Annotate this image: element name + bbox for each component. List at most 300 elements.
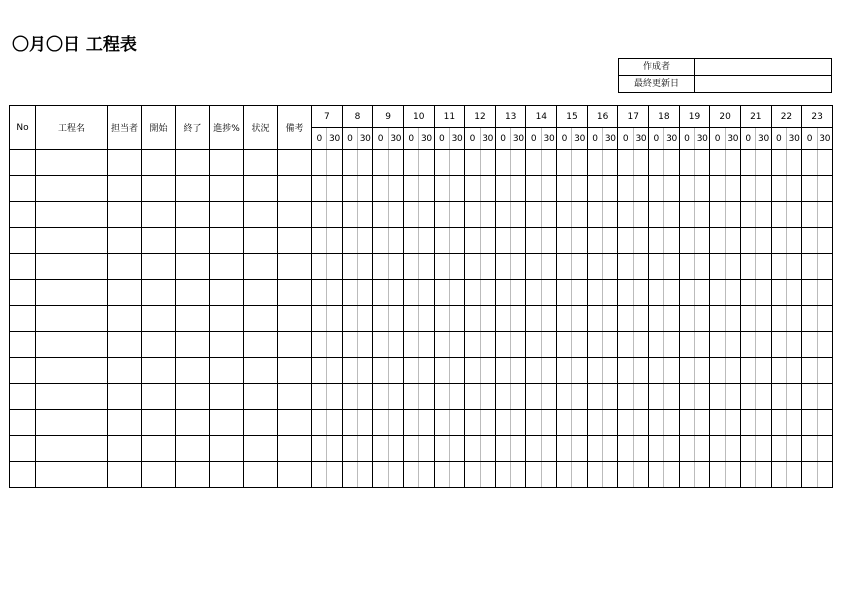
cell-no[interactable] <box>10 280 36 306</box>
time-slot-cell[interactable] <box>633 358 648 384</box>
time-slot-cell[interactable] <box>725 306 740 332</box>
cell-process[interactable] <box>36 410 108 436</box>
time-slot-cell[interactable] <box>740 462 755 488</box>
time-slot-cell[interactable] <box>679 150 694 176</box>
time-slot-cell[interactable] <box>633 280 648 306</box>
time-slot-cell[interactable] <box>633 202 648 228</box>
cell-start[interactable] <box>142 410 176 436</box>
cell-start[interactable] <box>142 306 176 332</box>
time-slot-cell[interactable] <box>740 202 755 228</box>
time-slot-cell[interactable] <box>419 462 434 488</box>
time-slot-cell[interactable] <box>403 228 418 254</box>
cell-process[interactable] <box>36 202 108 228</box>
time-slot-cell[interactable] <box>572 280 587 306</box>
time-slot-cell[interactable] <box>357 202 372 228</box>
time-slot-cell[interactable] <box>725 462 740 488</box>
time-slot-cell[interactable] <box>710 436 725 462</box>
time-slot-cell[interactable] <box>786 436 801 462</box>
time-slot-cell[interactable] <box>664 358 679 384</box>
time-slot-cell[interactable] <box>480 306 495 332</box>
time-slot-cell[interactable] <box>419 332 434 358</box>
time-slot-cell[interactable] <box>725 410 740 436</box>
time-slot-cell[interactable] <box>495 410 510 436</box>
time-slot-cell[interactable] <box>679 280 694 306</box>
time-slot-cell[interactable] <box>725 280 740 306</box>
time-slot-cell[interactable] <box>649 280 664 306</box>
time-slot-cell[interactable] <box>756 254 771 280</box>
time-slot-cell[interactable] <box>587 176 602 202</box>
time-slot-cell[interactable] <box>756 436 771 462</box>
time-slot-cell[interactable] <box>603 384 618 410</box>
cell-owner[interactable] <box>108 228 142 254</box>
time-slot-cell[interactable] <box>587 150 602 176</box>
time-slot-cell[interactable] <box>587 280 602 306</box>
time-slot-cell[interactable] <box>449 410 464 436</box>
cell-progress[interactable] <box>210 254 244 280</box>
time-slot-cell[interactable] <box>603 306 618 332</box>
time-slot-cell[interactable] <box>679 384 694 410</box>
time-slot-cell[interactable] <box>802 410 817 436</box>
time-slot-cell[interactable] <box>756 332 771 358</box>
time-slot-cell[interactable] <box>587 410 602 436</box>
time-slot-cell[interactable] <box>603 202 618 228</box>
time-slot-cell[interactable] <box>434 306 449 332</box>
time-slot-cell[interactable] <box>373 228 388 254</box>
cell-end[interactable] <box>176 384 210 410</box>
time-slot-cell[interactable] <box>786 150 801 176</box>
time-slot-cell[interactable] <box>572 332 587 358</box>
time-slot-cell[interactable] <box>679 332 694 358</box>
time-slot-cell[interactable] <box>465 384 480 410</box>
time-slot-cell[interactable] <box>817 384 832 410</box>
time-slot-cell[interactable] <box>633 150 648 176</box>
time-slot-cell[interactable] <box>480 332 495 358</box>
time-slot-cell[interactable] <box>572 384 587 410</box>
cell-process[interactable] <box>36 228 108 254</box>
time-slot-cell[interactable] <box>587 228 602 254</box>
cell-progress[interactable] <box>210 332 244 358</box>
time-slot-cell[interactable] <box>327 176 342 202</box>
time-slot-cell[interactable] <box>449 462 464 488</box>
time-slot-cell[interactable] <box>817 410 832 436</box>
time-slot-cell[interactable] <box>465 332 480 358</box>
time-slot-cell[interactable] <box>480 202 495 228</box>
time-slot-cell[interactable] <box>480 228 495 254</box>
time-slot-cell[interactable] <box>618 280 633 306</box>
time-slot-cell[interactable] <box>802 280 817 306</box>
cell-owner[interactable] <box>108 410 142 436</box>
cell-status[interactable] <box>244 228 278 254</box>
cell-start[interactable] <box>142 384 176 410</box>
time-slot-cell[interactable] <box>511 436 526 462</box>
time-slot-cell[interactable] <box>541 254 556 280</box>
cell-status[interactable] <box>244 202 278 228</box>
time-slot-cell[interactable] <box>618 306 633 332</box>
time-slot-cell[interactable] <box>572 150 587 176</box>
time-slot-cell[interactable] <box>449 254 464 280</box>
time-slot-cell[interactable] <box>618 436 633 462</box>
time-slot-cell[interactable] <box>633 254 648 280</box>
time-slot-cell[interactable] <box>649 254 664 280</box>
time-slot-cell[interactable] <box>664 202 679 228</box>
time-slot-cell[interactable] <box>557 254 572 280</box>
time-slot-cell[interactable] <box>740 150 755 176</box>
time-slot-cell[interactable] <box>465 306 480 332</box>
cell-start[interactable] <box>142 176 176 202</box>
time-slot-cell[interactable] <box>495 358 510 384</box>
time-slot-cell[interactable] <box>388 150 403 176</box>
time-slot-cell[interactable] <box>403 280 418 306</box>
time-slot-cell[interactable] <box>649 228 664 254</box>
time-slot-cell[interactable] <box>695 384 710 410</box>
time-slot-cell[interactable] <box>664 410 679 436</box>
cell-status[interactable] <box>244 358 278 384</box>
time-slot-cell[interactable] <box>403 410 418 436</box>
time-slot-cell[interactable] <box>541 202 556 228</box>
time-slot-cell[interactable] <box>373 150 388 176</box>
cell-end[interactable] <box>176 410 210 436</box>
time-slot-cell[interactable] <box>419 280 434 306</box>
time-slot-cell[interactable] <box>817 462 832 488</box>
time-slot-cell[interactable] <box>357 150 372 176</box>
time-slot-cell[interactable] <box>541 436 556 462</box>
time-slot-cell[interactable] <box>388 332 403 358</box>
time-slot-cell[interactable] <box>434 410 449 436</box>
time-slot-cell[interactable] <box>495 436 510 462</box>
cell-process[interactable] <box>36 280 108 306</box>
time-slot-cell[interactable] <box>817 332 832 358</box>
time-slot-cell[interactable] <box>312 150 327 176</box>
time-slot-cell[interactable] <box>312 228 327 254</box>
time-slot-cell[interactable] <box>756 280 771 306</box>
time-slot-cell[interactable] <box>756 202 771 228</box>
time-slot-cell[interactable] <box>649 358 664 384</box>
time-slot-cell[interactable] <box>786 332 801 358</box>
time-slot-cell[interactable] <box>449 306 464 332</box>
time-slot-cell[interactable] <box>312 462 327 488</box>
time-slot-cell[interactable] <box>786 306 801 332</box>
cell-no[interactable] <box>10 462 36 488</box>
time-slot-cell[interactable] <box>465 150 480 176</box>
time-slot-cell[interactable] <box>725 176 740 202</box>
time-slot-cell[interactable] <box>679 176 694 202</box>
time-slot-cell[interactable] <box>802 254 817 280</box>
time-slot-cell[interactable] <box>771 228 786 254</box>
time-slot-cell[interactable] <box>725 384 740 410</box>
time-slot-cell[interactable] <box>633 176 648 202</box>
cell-no[interactable] <box>10 436 36 462</box>
time-slot-cell[interactable] <box>817 150 832 176</box>
time-slot-cell[interactable] <box>695 306 710 332</box>
time-slot-cell[interactable] <box>327 384 342 410</box>
time-slot-cell[interactable] <box>756 228 771 254</box>
cell-owner[interactable] <box>108 254 142 280</box>
cell-process[interactable] <box>36 358 108 384</box>
author-field[interactable] <box>695 59 832 76</box>
time-slot-cell[interactable] <box>740 384 755 410</box>
time-slot-cell[interactable] <box>342 228 357 254</box>
time-slot-cell[interactable] <box>618 202 633 228</box>
cell-start[interactable] <box>142 254 176 280</box>
time-slot-cell[interactable] <box>771 176 786 202</box>
time-slot-cell[interactable] <box>771 280 786 306</box>
time-slot-cell[interactable] <box>740 228 755 254</box>
cell-progress[interactable] <box>210 306 244 332</box>
time-slot-cell[interactable] <box>449 332 464 358</box>
time-slot-cell[interactable] <box>480 254 495 280</box>
cell-note[interactable] <box>278 280 312 306</box>
time-slot-cell[interactable] <box>802 176 817 202</box>
time-slot-cell[interactable] <box>710 176 725 202</box>
time-slot-cell[interactable] <box>511 410 526 436</box>
time-slot-cell[interactable] <box>649 436 664 462</box>
time-slot-cell[interactable] <box>419 254 434 280</box>
time-slot-cell[interactable] <box>572 436 587 462</box>
cell-progress[interactable] <box>210 228 244 254</box>
time-slot-cell[interactable] <box>557 358 572 384</box>
time-slot-cell[interactable] <box>603 436 618 462</box>
time-slot-cell[interactable] <box>710 358 725 384</box>
time-slot-cell[interactable] <box>710 332 725 358</box>
time-slot-cell[interactable] <box>388 228 403 254</box>
cell-progress[interactable] <box>210 384 244 410</box>
time-slot-cell[interactable] <box>541 462 556 488</box>
time-slot-cell[interactable] <box>603 254 618 280</box>
time-slot-cell[interactable] <box>618 176 633 202</box>
time-slot-cell[interactable] <box>342 280 357 306</box>
time-slot-cell[interactable] <box>679 228 694 254</box>
time-slot-cell[interactable] <box>817 176 832 202</box>
time-slot-cell[interactable] <box>664 280 679 306</box>
cell-note[interactable] <box>278 228 312 254</box>
time-slot-cell[interactable] <box>557 176 572 202</box>
time-slot-cell[interactable] <box>786 202 801 228</box>
time-slot-cell[interactable] <box>649 202 664 228</box>
time-slot-cell[interactable] <box>357 384 372 410</box>
time-slot-cell[interactable] <box>695 332 710 358</box>
time-slot-cell[interactable] <box>388 358 403 384</box>
time-slot-cell[interactable] <box>603 176 618 202</box>
cell-progress[interactable] <box>210 358 244 384</box>
time-slot-cell[interactable] <box>541 306 556 332</box>
time-slot-cell[interactable] <box>771 436 786 462</box>
time-slot-cell[interactable] <box>373 462 388 488</box>
time-slot-cell[interactable] <box>373 384 388 410</box>
time-slot-cell[interactable] <box>633 306 648 332</box>
time-slot-cell[interactable] <box>802 358 817 384</box>
time-slot-cell[interactable] <box>664 306 679 332</box>
time-slot-cell[interactable] <box>786 410 801 436</box>
time-slot-cell[interactable] <box>403 176 418 202</box>
time-slot-cell[interactable] <box>802 384 817 410</box>
time-slot-cell[interactable] <box>357 254 372 280</box>
time-slot-cell[interactable] <box>526 358 541 384</box>
time-slot-cell[interactable] <box>557 436 572 462</box>
time-slot-cell[interactable] <box>710 410 725 436</box>
time-slot-cell[interactable] <box>817 228 832 254</box>
time-slot-cell[interactable] <box>388 436 403 462</box>
time-slot-cell[interactable] <box>357 436 372 462</box>
time-slot-cell[interactable] <box>449 202 464 228</box>
time-slot-cell[interactable] <box>618 384 633 410</box>
time-slot-cell[interactable] <box>342 332 357 358</box>
time-slot-cell[interactable] <box>327 306 342 332</box>
time-slot-cell[interactable] <box>603 358 618 384</box>
time-slot-cell[interactable] <box>771 306 786 332</box>
time-slot-cell[interactable] <box>740 176 755 202</box>
time-slot-cell[interactable] <box>511 462 526 488</box>
time-slot-cell[interactable] <box>403 202 418 228</box>
time-slot-cell[interactable] <box>526 202 541 228</box>
time-slot-cell[interactable] <box>618 410 633 436</box>
time-slot-cell[interactable] <box>587 306 602 332</box>
time-slot-cell[interactable] <box>557 462 572 488</box>
cell-note[interactable] <box>278 358 312 384</box>
time-slot-cell[interactable] <box>740 358 755 384</box>
time-slot-cell[interactable] <box>572 176 587 202</box>
time-slot-cell[interactable] <box>710 228 725 254</box>
time-slot-cell[interactable] <box>710 280 725 306</box>
time-slot-cell[interactable] <box>695 228 710 254</box>
time-slot-cell[interactable] <box>495 384 510 410</box>
time-slot-cell[interactable] <box>618 228 633 254</box>
cell-note[interactable] <box>278 176 312 202</box>
cell-no[interactable] <box>10 254 36 280</box>
time-slot-cell[interactable] <box>679 462 694 488</box>
time-slot-cell[interactable] <box>373 358 388 384</box>
cell-process[interactable] <box>36 176 108 202</box>
time-slot-cell[interactable] <box>495 176 510 202</box>
cell-status[interactable] <box>244 436 278 462</box>
time-slot-cell[interactable] <box>526 228 541 254</box>
cell-note[interactable] <box>278 332 312 358</box>
cell-progress[interactable] <box>210 436 244 462</box>
cell-process[interactable] <box>36 150 108 176</box>
time-slot-cell[interactable] <box>725 150 740 176</box>
time-slot-cell[interactable] <box>357 358 372 384</box>
time-slot-cell[interactable] <box>373 280 388 306</box>
time-slot-cell[interactable] <box>695 462 710 488</box>
time-slot-cell[interactable] <box>526 176 541 202</box>
time-slot-cell[interactable] <box>633 332 648 358</box>
cell-owner[interactable] <box>108 384 142 410</box>
cell-owner[interactable] <box>108 306 142 332</box>
cell-no[interactable] <box>10 410 36 436</box>
time-slot-cell[interactable] <box>817 254 832 280</box>
time-slot-cell[interactable] <box>480 358 495 384</box>
time-slot-cell[interactable] <box>312 332 327 358</box>
cell-status[interactable] <box>244 332 278 358</box>
time-slot-cell[interactable] <box>465 228 480 254</box>
cell-progress[interactable] <box>210 280 244 306</box>
cell-status[interactable] <box>244 254 278 280</box>
time-slot-cell[interactable] <box>465 410 480 436</box>
time-slot-cell[interactable] <box>572 254 587 280</box>
time-slot-cell[interactable] <box>710 254 725 280</box>
time-slot-cell[interactable] <box>541 358 556 384</box>
cell-end[interactable] <box>176 332 210 358</box>
time-slot-cell[interactable] <box>465 254 480 280</box>
time-slot-cell[interactable] <box>771 410 786 436</box>
cell-owner[interactable] <box>108 436 142 462</box>
cell-start[interactable] <box>142 436 176 462</box>
time-slot-cell[interactable] <box>603 150 618 176</box>
time-slot-cell[interactable] <box>312 358 327 384</box>
time-slot-cell[interactable] <box>327 202 342 228</box>
time-slot-cell[interactable] <box>312 436 327 462</box>
time-slot-cell[interactable] <box>342 176 357 202</box>
cell-status[interactable] <box>244 410 278 436</box>
time-slot-cell[interactable] <box>679 358 694 384</box>
time-slot-cell[interactable] <box>664 228 679 254</box>
time-slot-cell[interactable] <box>526 462 541 488</box>
time-slot-cell[interactable] <box>572 228 587 254</box>
time-slot-cell[interactable] <box>327 254 342 280</box>
time-slot-cell[interactable] <box>495 202 510 228</box>
time-slot-cell[interactable] <box>618 332 633 358</box>
time-slot-cell[interactable] <box>695 410 710 436</box>
time-slot-cell[interactable] <box>327 462 342 488</box>
cell-end[interactable] <box>176 280 210 306</box>
cell-no[interactable] <box>10 358 36 384</box>
cell-progress[interactable] <box>210 410 244 436</box>
cell-no[interactable] <box>10 150 36 176</box>
time-slot-cell[interactable] <box>373 306 388 332</box>
time-slot-cell[interactable] <box>649 410 664 436</box>
time-slot-cell[interactable] <box>587 462 602 488</box>
time-slot-cell[interactable] <box>664 462 679 488</box>
time-slot-cell[interactable] <box>771 462 786 488</box>
time-slot-cell[interactable] <box>557 280 572 306</box>
time-slot-cell[interactable] <box>633 462 648 488</box>
time-slot-cell[interactable] <box>526 280 541 306</box>
time-slot-cell[interactable] <box>603 332 618 358</box>
time-slot-cell[interactable] <box>817 306 832 332</box>
time-slot-cell[interactable] <box>557 384 572 410</box>
time-slot-cell[interactable] <box>388 410 403 436</box>
time-slot-cell[interactable] <box>649 462 664 488</box>
time-slot-cell[interactable] <box>480 462 495 488</box>
time-slot-cell[interactable] <box>771 332 786 358</box>
time-slot-cell[interactable] <box>449 150 464 176</box>
cell-no[interactable] <box>10 384 36 410</box>
time-slot-cell[interactable] <box>403 384 418 410</box>
cell-no[interactable] <box>10 202 36 228</box>
time-slot-cell[interactable] <box>449 436 464 462</box>
time-slot-cell[interactable] <box>740 254 755 280</box>
time-slot-cell[interactable] <box>434 436 449 462</box>
cell-start[interactable] <box>142 358 176 384</box>
cell-note[interactable] <box>278 384 312 410</box>
time-slot-cell[interactable] <box>449 384 464 410</box>
time-slot-cell[interactable] <box>434 462 449 488</box>
time-slot-cell[interactable] <box>465 280 480 306</box>
time-slot-cell[interactable] <box>388 202 403 228</box>
time-slot-cell[interactable] <box>740 280 755 306</box>
time-slot-cell[interactable] <box>388 306 403 332</box>
time-slot-cell[interactable] <box>572 410 587 436</box>
time-slot-cell[interactable] <box>817 358 832 384</box>
time-slot-cell[interactable] <box>603 462 618 488</box>
time-slot-cell[interactable] <box>664 150 679 176</box>
time-slot-cell[interactable] <box>572 202 587 228</box>
time-slot-cell[interactable] <box>403 332 418 358</box>
time-slot-cell[interactable] <box>465 358 480 384</box>
cell-start[interactable] <box>142 202 176 228</box>
time-slot-cell[interactable] <box>557 150 572 176</box>
time-slot-cell[interactable] <box>557 228 572 254</box>
time-slot-cell[interactable] <box>449 176 464 202</box>
